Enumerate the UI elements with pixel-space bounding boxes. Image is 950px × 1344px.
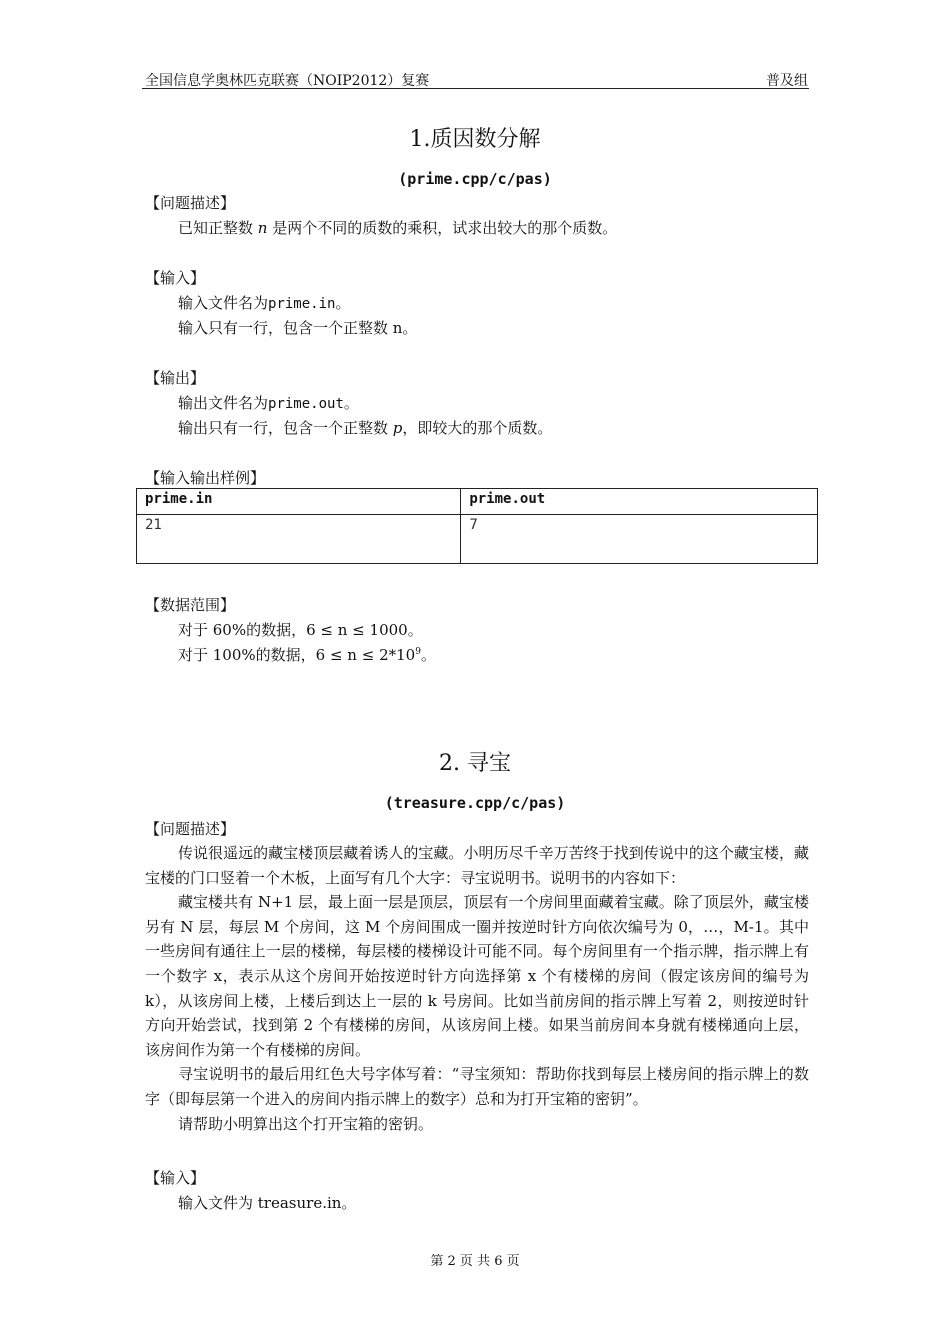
problem2-desc-label: 【问题描述】 — [145, 820, 236, 838]
problem1-files: (prime.cpp/c/pas) — [398, 170, 552, 188]
sample-output-header: prime.out — [461, 489, 818, 515]
problem1-title: 1.质因数分解 — [409, 127, 541, 152]
problem2-input-label: 【输入】 — [145, 1169, 206, 1187]
header-rule — [142, 88, 809, 89]
problem1-output-line1: 输出文件名为prime.out。 — [178, 394, 359, 412]
problem1-sample-label: 【输入输出样例】 — [145, 469, 266, 487]
paragraph: 传说很遥远的藏宝楼顶层藏着诱人的宝藏。小明历尽千辛万苦终于找到传说中的这个藏宝楼，藏宝楼的门口竖着一个木板，上面写有几个大字：寻宝说明书。说明书的内容如下： — [145, 844, 809, 887]
page-footer: 第 2 页 共 6 页 — [430, 1254, 520, 1269]
sample-io-table — [136, 488, 818, 564]
problem2-title: 2. 寻宝 — [439, 751, 511, 776]
problem1-output-line2: 输出只有一行，包含一个正整数 p，即较大的那个质数。 — [178, 419, 553, 437]
sample-output-value: 7 — [461, 515, 818, 564]
sample-input-header: prime.in — [137, 489, 461, 515]
sample-input-value: 21 — [137, 515, 461, 564]
problem1-input-line1: 输入文件名为prime.in。 — [178, 294, 351, 312]
header-group: 普及组 — [766, 73, 808, 89]
header-title: 全国信息学奥林匹克联赛（NOIP2012）复赛 — [145, 73, 430, 89]
paragraph: 寻宝说明书的最后用红色大号字体写着：“寻宝须知：帮助你找到每层上楼房间的指示牌上的数字（即每层第一个进入的房间内指示牌上的数字）总和为打开宝箱的密钥”。 — [145, 1065, 809, 1108]
problem1-desc-label: 【问题描述】 — [145, 194, 236, 212]
problem2-input-line1: 输入文件为 treasure.in。 — [178, 1194, 357, 1212]
problem1-range-line2: 对于 100%的数据，$6 \le n \le 2*10^9$。 — [178, 646, 436, 664]
problem1-desc: 已知正整数 n 是两个不同的质数的乘积，试求出较大的那个质数。 — [178, 219, 618, 237]
paragraph: 请帮助小明算出这个打开宝箱的密钥。 — [178, 1114, 434, 1133]
problem2-files: (treasure.cpp/c/pas) — [384, 794, 566, 812]
problem2-description — [145, 841, 809, 1136]
paragraph: 藏宝楼共有 N+1 层，最上面一层是顶层，顶层有一个房间里面藏着宝藏。除了顶层外，藏宝楼另有 N 层，每层 M 个房间，这 M 个房间围成一圈并按逆时针方向依次编号为 0，…，M-1。其中一些房间有通往上一层的楼梯，每层楼的楼梯设计可能不同。每个房间里有一个指示牌，指示牌上有一个数字 x，表示从这个房间开始按逆时针方向选择第 x 个有楼梯的房间（假定该房间的编号为 k），从该房间上楼，上楼后到达上一层的 k 号房间。比如当前房间的指示牌上写着 2，则按逆时针方向开始尝试，找到第 2 个有楼梯的房间，从该房间上楼。如果当前房间本身就有楼梯通向上层，该房间作为第一个有楼梯的房间。 — [145, 893, 809, 1059]
problem1-output-label: 【输出】 — [145, 369, 206, 387]
problem1-input-label: 【输入】 — [145, 269, 206, 287]
problem1-range-label: 【数据范围】 — [145, 596, 236, 614]
problem1-range-line1: 对于 60%的数据，6 ≤ n ≤ 1000。 — [178, 621, 423, 639]
problem1-input-line2: 输入只有一行，包含一个正整数 n。 — [178, 319, 418, 337]
